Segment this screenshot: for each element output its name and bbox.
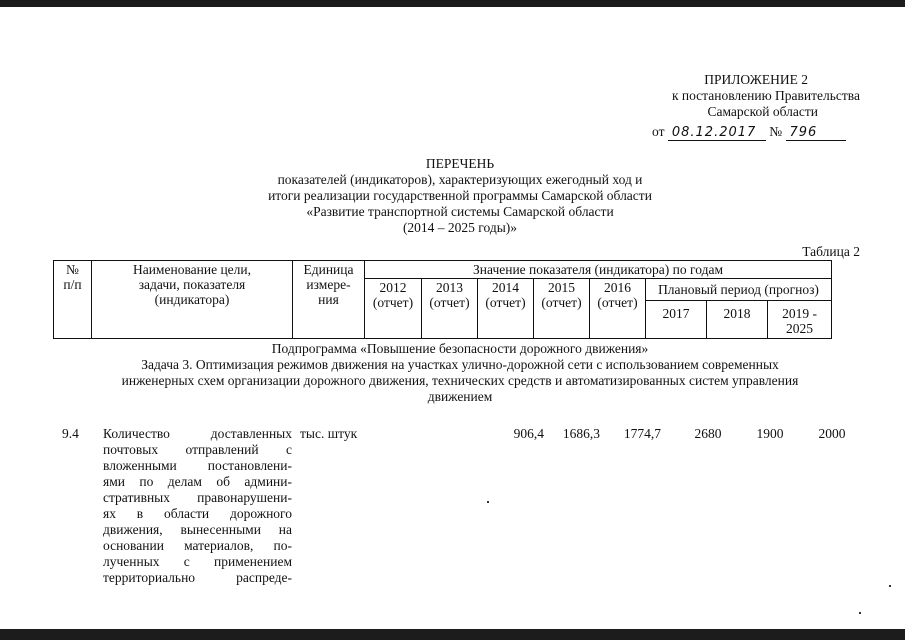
task-line-1: Задача 3. Оптимизация режимов движения на участках улично-дорожной сети с использованием современных bbox=[141, 357, 779, 372]
row-name-line-6: ях в области дорожного bbox=[103, 506, 292, 521]
row-value-2016: 1774,7 bbox=[623, 426, 661, 441]
annex-block bbox=[560, 72, 860, 120]
annex-number-handwritten: 796 bbox=[786, 126, 846, 141]
task-description bbox=[60, 357, 860, 405]
header-year-2015: 2015 (отчет) bbox=[534, 279, 590, 339]
row-value-2018: 1900 bbox=[756, 426, 784, 441]
row-name-line-9: лученных с применением bbox=[103, 554, 292, 569]
header-year-2016: 2016 (отчет) bbox=[590, 279, 646, 339]
scan-speck bbox=[487, 501, 489, 503]
header-plan-2017: 2017 bbox=[646, 301, 707, 339]
header-name-cell bbox=[92, 261, 293, 339]
annex-title: ПРИЛОЖЕНИЕ 2 bbox=[704, 72, 808, 87]
header-name-3: (индикатора) bbox=[154, 292, 230, 307]
header-year-2014: 2014 (отчет) bbox=[478, 279, 534, 339]
scan-speck bbox=[889, 585, 891, 587]
annex-date-line bbox=[652, 124, 846, 141]
table-label: Таблица 2 bbox=[802, 244, 860, 259]
row-name-line-4: ями по делам об админи- bbox=[103, 474, 292, 489]
row-name-line-8: основании материалов, по- bbox=[103, 538, 292, 553]
heading-line-2: итоги реализации государственной программы Самарской области bbox=[268, 188, 652, 203]
scan-top-border bbox=[0, 0, 905, 7]
header-unit-3: ния bbox=[318, 292, 339, 307]
document-heading bbox=[180, 156, 740, 236]
row-value-2019-2025: 2000 bbox=[818, 426, 846, 441]
annex-number-sign: № bbox=[769, 124, 783, 139]
annex-from-label: от bbox=[652, 124, 665, 139]
task-line-2: инженерных схем организации дорожного движения, технических средств и автоматизированных систем управления bbox=[121, 373, 799, 388]
header-num-2: п/п bbox=[63, 277, 82, 292]
annex-date-handwritten: 08.12.2017 bbox=[668, 126, 766, 141]
header-year-2013: 2013 (отчет) bbox=[422, 279, 478, 339]
indicator-table-header bbox=[53, 260, 832, 339]
header-plan-2019-2025: 2019 - 2025 bbox=[768, 301, 832, 339]
header-plan-title: Плановый период (прогноз) bbox=[646, 279, 832, 301]
row-name-line-7: движения, вынесенными на bbox=[103, 522, 292, 537]
scan-bottom-border bbox=[0, 629, 905, 640]
task-line-3: движением bbox=[427, 389, 493, 404]
row-name-line-2: почтовых отправлений с bbox=[103, 442, 292, 457]
row-name-line-3: вложенными постановлени- bbox=[103, 458, 292, 473]
row-indicator-name bbox=[103, 426, 292, 586]
heading-line-4: (2014 – 2025 годы)» bbox=[402, 220, 518, 235]
heading-line-1: показателей (индикаторов), характеризующих ежегодный ход и bbox=[277, 172, 643, 187]
header-num-cell bbox=[54, 261, 92, 339]
row-value-2014: 906,4 bbox=[513, 426, 544, 441]
header-values-title: Значение показателя (индикатора) по годам bbox=[365, 261, 832, 279]
row-value-2015: 1686,3 bbox=[562, 426, 600, 441]
header-year-2012: 2012 (отчет) bbox=[365, 279, 422, 339]
annex-line-2: Самарской области bbox=[707, 104, 818, 119]
header-name-2: задачи, показателя bbox=[138, 277, 246, 292]
header-unit-cell bbox=[293, 261, 365, 339]
header-name-1: Наименование цели, bbox=[132, 262, 252, 277]
heading-line-3: «Развитие транспортной системы Самарской области bbox=[306, 204, 614, 219]
row-value-2017: 2680 bbox=[694, 426, 722, 441]
header-num-1: № bbox=[66, 262, 79, 277]
scan-speck bbox=[859, 612, 861, 614]
row-unit: тыс. штук bbox=[300, 426, 358, 441]
row-number: 9.4 bbox=[62, 426, 79, 441]
row-name-line-5: стративных правонарушени- bbox=[103, 490, 292, 505]
header-plan-2018: 2018 bbox=[707, 301, 768, 339]
subprogram-title: Подпрограмма «Повышение безопасности дорожного движения» bbox=[271, 341, 649, 356]
annex-line-1: к постановлению Правительства bbox=[671, 88, 860, 103]
header-unit-1: Единица bbox=[303, 262, 354, 277]
heading-title: ПЕРЕЧЕНЬ bbox=[425, 156, 495, 171]
row-name-line-1: Количество доставленных bbox=[103, 426, 292, 441]
header-unit-2: измере- bbox=[306, 277, 351, 292]
row-name-line-10: территориально распреде- bbox=[103, 570, 292, 585]
